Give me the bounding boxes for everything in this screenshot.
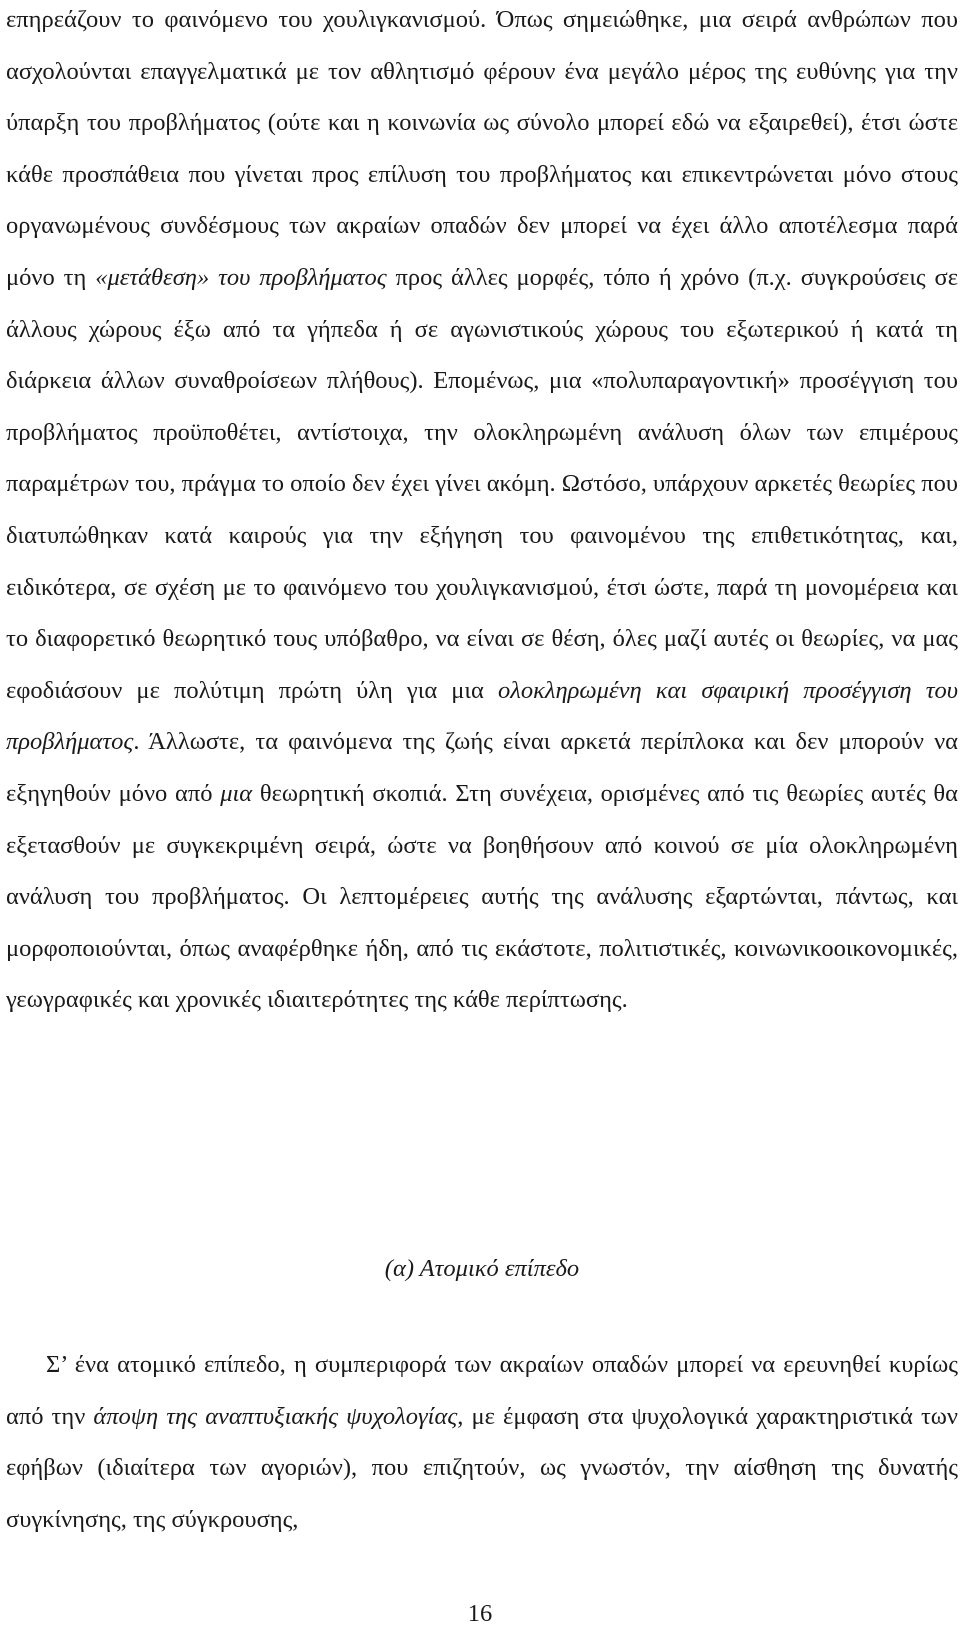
document-page bbox=[6, 0, 959, 1533]
paragraph-1-text-1: επηρεάζουν το φαινόμενο του χουλιγκανισμού. Όπως σημειώθηκε, μια σειρά ανθρώπων που ασχολούνται επαγγελματικά με τον αθλητισμό φέρουν ένα μεγάλο μέρος της ευθύνης για την ύπαρξη του προβλήματος (ούτε και η κοινωνία ως σύνολο μπορεί εδώ να εξαιρεθεί), έτσι ώστε κάθε προσπάθεια που γίνεται προς επίλυση του προβλήματος και επικεντρώνεται μόνο στους οργανωμένους συνδέσμους των ακραίων οπαδών δεν μπορεί να έχει άλλο αποτέλεσμα παρά μόνο τη bbox=[6, 6, 958, 291]
body-paragraph-1 bbox=[6, 0, 958, 1026]
paragraph-1-text-3: . Άλλωστε, τα φαινόμενα της ζωής είναι αρκετά περίπλοκα και δεν μπορούν να εξηγηθούν μόνο από bbox=[6, 728, 958, 807]
paragraph-1-text-4: θεωρητική σκοπιά. Στη συνέχεια, ορισμένες από τις θεωρίες αυτές θα εξετασθούν με συγκεκριμένη σειρά, ώστε να βοηθήσουν από κοινού σε μία ολοκληρωμένη ανάλυση του προβλήματος. Οι λεπτομέρειες αυτής της ανάλυσης εξαρτώνται, πάντως, και μορφοποιούνται, όπως αναφέρθηκε ήδη, από τις εκάστοτε, πολιτιστικές, κοινωνικοοικονομικές, γεωγραφικές και χρονικές ιδιαιτερότητες της κάθε περίπτωσης. bbox=[6, 779, 958, 1014]
page-number: 16 bbox=[467, 1600, 493, 1627]
body-paragraph-2 bbox=[6, 1339, 958, 1545]
paragraph-1-italic-2: ολοκληρωμένη και σφαιρική προσέγγιση του προβλήματος bbox=[6, 676, 958, 756]
paragraph-2-italic-1: άποψη της αναπτυξιακής ψυχολογίας bbox=[93, 1402, 458, 1430]
paragraph-2-text-2: , με έμφαση στα ψυχολογικά χαρακτηριστικά των εφήβων (ιδιαίτερα των αγοριών), που επιζητούν, ως γνωστόν, την αίσθηση της δυνατής συγκίνησης, της σύγκρουσης, bbox=[6, 1402, 958, 1533]
section-heading: (α) Ατομικό επίπεδο bbox=[384, 1255, 580, 1282]
paragraph-1-italic-1: «μετάθεση» του προβλήματος bbox=[95, 263, 387, 291]
paragraph-1-text-2: προς άλλες μορφές, τόπο ή χρόνο (π.χ. συγκρούσεις σε άλλους χώρους έξω από τα γήπεδα ή σε αγωνιστικούς χώρους του εξωτερικού ή κατά τη διάρκεια άλλων συναθροίσεων πλήθους). Επομένως, μια «πολυπαραγοντική» προσέγγιση του προβλήματος προϋποθέτει, αντίστοιχα, την ολοκληρωμένη ανάλυση όλων των επιμέρους παραμέτρων του, πράγμα το οποίο δεν έχει γίνει ακόμη. Ωστόσο, υπάρχουν αρκετές θεωρίες που διατυπώθηκαν κατά καιρούς για την εξήγηση του φαινομένου της επιθετικότητας, και, ειδικότερα, σε σχέση με το φαινόμενο του χουλιγκανισμού, έτσι ώστε, παρά τη μονομέρεια και το διαφορετικό θεωρητικό τους υπόβαθρο, να είναι σε θέση, όλες μαζί αυτές οι θεωρίες, να μας εφοδιάσουν με πολύτιμη πρώτη ύλη για μια bbox=[6, 263, 959, 704]
paragraph-1-italic-3: μια bbox=[220, 779, 253, 807]
paragraph-2-text-1: Σ’ ένα ατομικό επίπεδο, η συμπεριφορά των ακραίων οπαδών μπορεί να ερευνηθεί κυρίως από την bbox=[6, 1351, 958, 1430]
